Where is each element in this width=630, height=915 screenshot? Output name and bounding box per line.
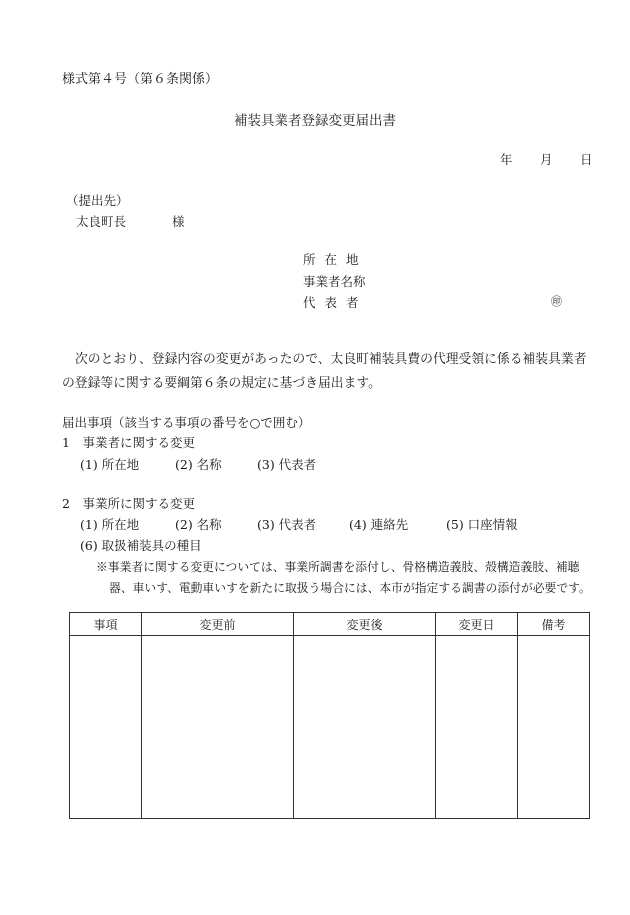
recipient-name: 太良町長 xyxy=(76,214,127,229)
section1-option: (3) 代表者 xyxy=(257,457,317,472)
section1-option: (1) 所在地 xyxy=(80,457,140,472)
seal-mark: ㊞ xyxy=(551,295,562,308)
section2-option6: (6) 取扱補装具の種目 xyxy=(80,538,202,553)
section1-title: 1 事業者に関する変更 xyxy=(62,435,195,450)
section2-option: (3) 代表者 xyxy=(257,517,317,532)
table-cell-remarks[interactable] xyxy=(518,636,590,819)
section2-options xyxy=(80,515,518,533)
section1-options xyxy=(80,455,316,473)
date-line xyxy=(500,150,593,168)
section2-option: (4) 連絡先 xyxy=(349,517,409,532)
table-cell-after[interactable] xyxy=(294,636,436,819)
table-cell-change-date[interactable] xyxy=(436,636,518,819)
table-header-before: 変更前 xyxy=(142,613,294,636)
applicant-business-name-label: 事業者名称 xyxy=(303,274,366,289)
table-header-item: 事項 xyxy=(70,613,142,636)
table-cell-item[interactable] xyxy=(70,636,142,819)
section1-option: (2) 名称 xyxy=(175,457,222,472)
date-day-label: 日 xyxy=(580,152,593,167)
body-text: 次のとおり、登録内容の変更があったので、太良町補装具費の代理受領に係る補装具業者の登録等に関する要綱第６条の規定に基づき届出ます。 xyxy=(62,352,587,391)
table-header-change-date: 変更日 xyxy=(436,613,518,636)
items-heading: 届出事項（該当する事項の番号を○で囲む） xyxy=(62,415,311,430)
form-number: 様式第４号（第６条関係） xyxy=(62,72,219,87)
section2-option: (2) 名称 xyxy=(175,517,222,532)
recipient-label: （提出先） xyxy=(66,193,129,208)
table-row xyxy=(70,636,590,819)
changes-table xyxy=(69,612,590,819)
table-header-row xyxy=(70,613,590,636)
table-header-after: 変更後 xyxy=(294,613,436,636)
table-header-remarks: 備考 xyxy=(518,613,590,636)
note-text: ※事業者に関する変更については、事業所調書を添付し、骨格構造義肢、殻構造義肢、補聴器、車いす、電動車いすを新たに取扱う場合には、本市が指定する調書の添付が必要です。 xyxy=(96,560,591,595)
document-title: 補装具業者登録変更届出書 xyxy=(234,113,396,129)
applicant-address-label: 所在地 xyxy=(303,252,368,267)
table-cell-before[interactable] xyxy=(142,636,294,819)
applicant-representative-label: 代表者 xyxy=(303,295,368,310)
date-year-label: 年 xyxy=(500,152,513,167)
recipient-honorific: 様 xyxy=(172,214,185,229)
section2-option: (5) 口座情報 xyxy=(446,517,518,532)
section2-option: (1) 所在地 xyxy=(80,517,140,532)
section2-title: 2 事業所に関する変更 xyxy=(62,496,195,511)
date-month-label: 月 xyxy=(540,152,553,167)
